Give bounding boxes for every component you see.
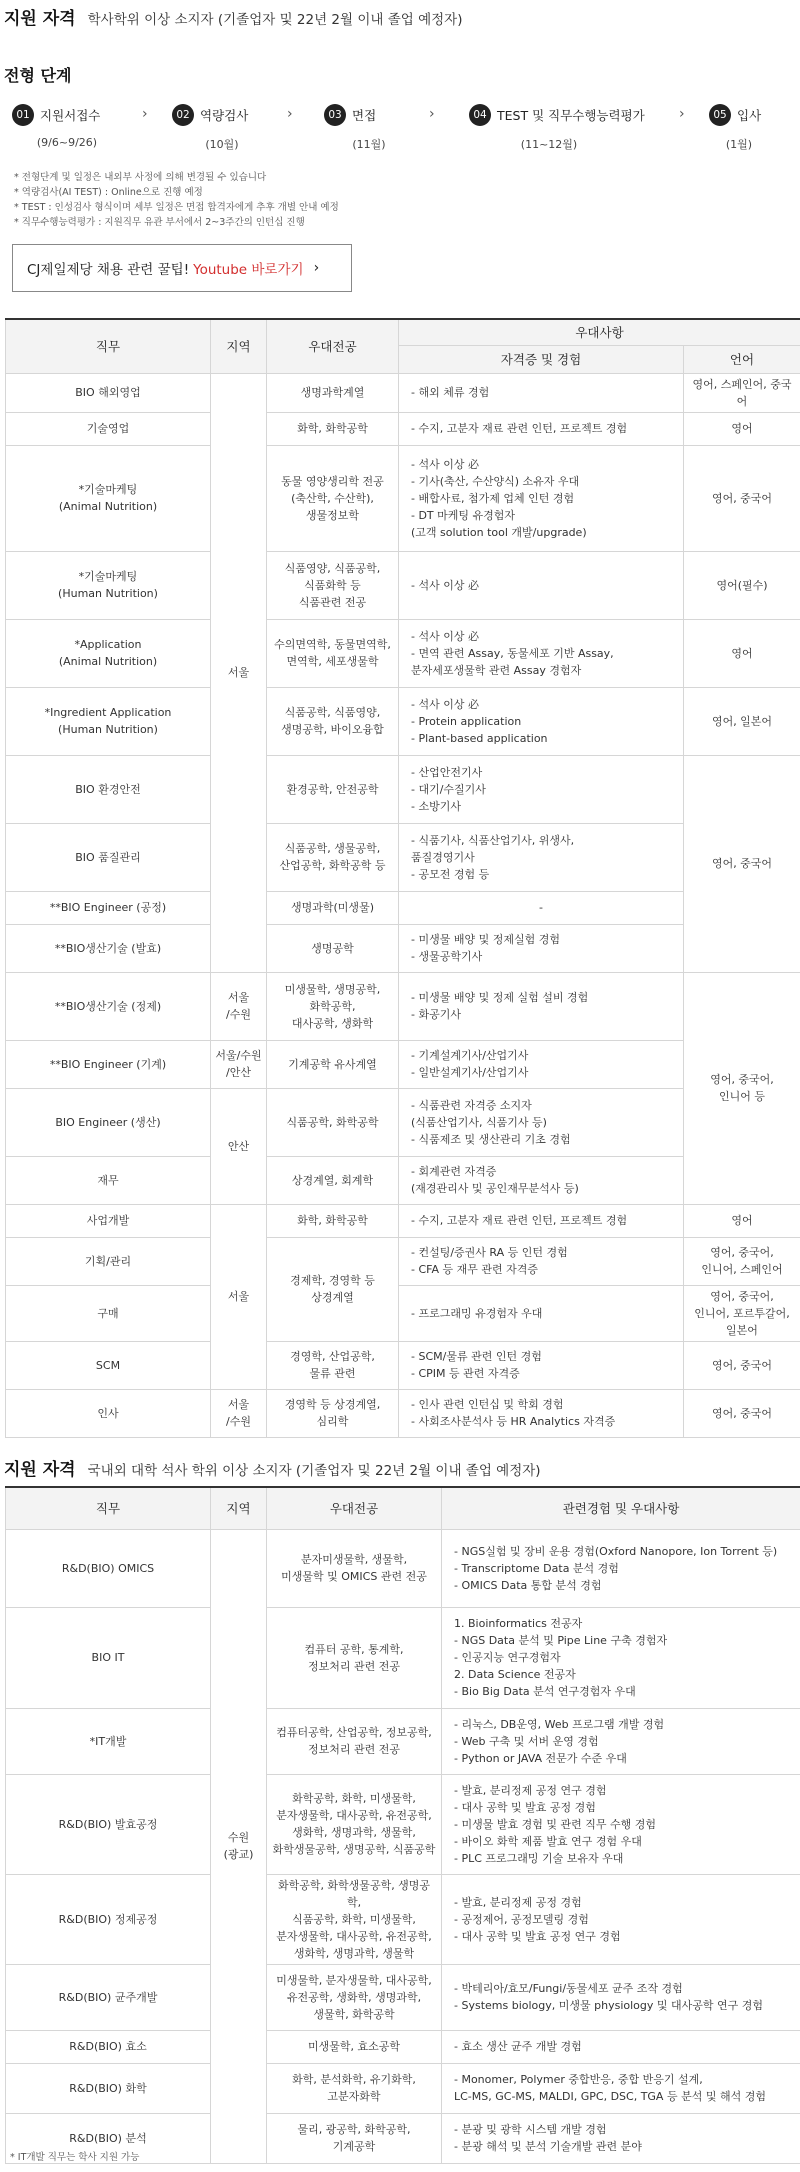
table-row (6, 619, 800, 687)
region-cell: 서울 /수원 (211, 972, 267, 1040)
process-title: 전형 단계 (0, 63, 800, 86)
youtube-link-text: Youtube 바로가기 (193, 258, 303, 278)
table-row (6, 551, 800, 619)
major-cell: 화학공학, 화학, 미생물학, 분자생물학, 대사공학, 유전공학, 생화학, 생명과학, 생물학, 화학생물공학, 생명공학, 식품공학 (267, 1774, 442, 1874)
header-region: 지역 (211, 1487, 267, 1529)
process-step-2 (172, 104, 324, 152)
job-cell: R&D(BIO) 효소 (6, 2030, 211, 2063)
cert-cell: - SCM/물류 관련 인턴 경험 - CPIM 등 관련 자격증 (399, 1341, 684, 1389)
major-cell: 식품공학, 식품영양, 생명공학, 바이오융합 (267, 687, 399, 755)
major-cell: 식품영양, 식품공학, 식품화학 등 식품관련 전공 (267, 551, 399, 619)
header-cert: 자격증 및 경험 (399, 345, 684, 373)
major-cell: 분자미생물학, 생물학, 미생물학 및 OMICS 관련 전공 (267, 1529, 442, 1607)
table-row (6, 924, 800, 972)
job-cell: **BIO Engineer (공정) (6, 891, 211, 924)
cert-cell: - 미생물 배양 및 정제 실험 설비 경험 - 화공기사 (399, 972, 684, 1040)
pref-cell: - 리눅스, DB운영, Web 프로그램 개발 경험 - Web 구축 및 서버 운영 경험 - Python or JAVA 전문가 수준 우대 (442, 1708, 800, 1774)
header-job: 직무 (6, 319, 211, 373)
section-2-subtitle: 국내외 대학 석사 학위 이상 소지자 (기졸업자 및 22년 2월 이내 졸업 예정자) (88, 1459, 541, 1479)
table-row (6, 412, 800, 445)
cert-cell: - 수지, 고분자 재료 관련 인턴, 프로젝트 경험 (399, 1204, 684, 1237)
pref-cell: - NGS실험 및 장비 운용 경험(Oxford Nanopore, Ion Torrent 등) - Transcriptome Data 분석 경험 - OMICS Data 통합 분석 경험 (442, 1529, 800, 1607)
job-cell: R&D(BIO) 화학 (6, 2063, 211, 2113)
step-number: 03 (324, 104, 346, 126)
major-cell: 생명공학 (267, 924, 399, 972)
table-row (6, 1874, 800, 1964)
major-cell: 생명과학계열 (267, 373, 399, 412)
header-major: 우대전공 (267, 319, 399, 373)
major-cell: 상경계열, 회계학 (267, 1156, 399, 1204)
step-period: (10월) (172, 136, 272, 152)
table-row (6, 2030, 800, 2063)
major-cell: 미생물학, 분자생물학, 대사공학, 유전공학, 생화학, 생명과학, 생물학, 화학공학 (267, 1964, 442, 2030)
step-label: 역량검사 (200, 108, 248, 123)
table-row (6, 1341, 800, 1389)
table-row (6, 1285, 800, 1341)
header-region: 지역 (211, 319, 267, 373)
table-row (6, 1774, 800, 1874)
cert-cell: - 회계관련 자격증 (재경관리사 및 공인재무분석사 등) (399, 1156, 684, 1204)
step-label: TEST 및 직무수행능력평가 (497, 108, 645, 123)
major-cell: 식품공학, 화학공학 (267, 1088, 399, 1156)
job-cell: *Application (Animal Nutrition) (6, 619, 211, 687)
job-cell: 재무 (6, 1156, 211, 1204)
step-period: (11월) (324, 136, 414, 152)
table-row (6, 687, 800, 755)
master-job-table (5, 1486, 800, 2164)
job-cell: R&D(BIO) 발효공정 (6, 1774, 211, 1874)
chevron-right-icon: › (287, 106, 293, 122)
cert-cell: - 컨설팅/증권사 RA 등 인턴 경험 - CFA 등 재무 관련 자격증 (399, 1237, 684, 1285)
cert-cell: - 미생물 배양 및 정제실험 경험 - 생물공학기사 (399, 924, 684, 972)
job-cell: 기술영업 (6, 412, 211, 445)
job-cell: **BIO생산기술 (발효) (6, 924, 211, 972)
job-cell: SCM (6, 1341, 211, 1389)
step-period: (9/6~9/26) (12, 136, 122, 149)
header-job: 직무 (6, 1487, 211, 1529)
job-cell: BIO IT (6, 1607, 211, 1708)
table-row (6, 823, 800, 891)
cert-cell: - 석사 이상 必 - 면역 관련 Assay, 동물세포 기반 Assay, 분자세포생물학 관련 Assay 경험자 (399, 619, 684, 687)
pref-cell: - 효소 생산 균주 개발 경험 (442, 2030, 800, 2063)
cert-cell: - 기계설계기사/산업기사 - 일반설계기사/산업기사 (399, 1040, 684, 1088)
step-period: (11~12월) (469, 136, 629, 152)
major-cell: 식품공학, 생물공학, 산업공학, 화학공학 등 (267, 823, 399, 891)
process-notes (0, 170, 800, 230)
table-row (6, 1088, 800, 1156)
pref-cell: 1. Bioinformatics 전공자 - NGS Data 분석 및 Pipe Line 구축 경험자 - 인공지능 연구경험자 2. Data Science 전공자 - Bio Big Data 분석 연구경험자 우대 (442, 1607, 800, 1708)
major-cell: 경영학 등 상경계열, 심리학 (267, 1389, 399, 1437)
step-label: 지원서접수 (40, 108, 100, 123)
region-cell: 안산 (211, 1088, 267, 1204)
job-cell: **BIO생산기술 (정제) (6, 972, 211, 1040)
table-row (6, 972, 800, 1040)
step-label: 면접 (352, 108, 376, 123)
lang-cell: 영어, 중국어, 인니어 등 (684, 972, 800, 1204)
job-cell: *기술마케팅 (Animal Nutrition) (6, 445, 211, 551)
pref-cell: - Monomer, Polymer 중합반응, 중합 반응기 설계, LC-MS, GC-MS, MALDI, GPC, DSC, TGA 등 분석 및 해석 경험 (442, 2063, 800, 2113)
major-cell: 화학, 화학공학 (267, 1204, 399, 1237)
process-note: * TEST : 인성검사 형식이며 세부 일정은 면접 합격자에게 추후 개별 안내 예정 (14, 200, 786, 215)
table-row (6, 1156, 800, 1204)
cert-cell: - 식품관련 자격증 소지자 (식품산업기사, 식품기사 등) - 식품제조 및 생산관리 기초 경험 (399, 1088, 684, 1156)
header-preference: 우대사항 (399, 319, 800, 345)
lang-cell: 영어(필수) (684, 551, 800, 619)
region-cell: 수원 (광교) (211, 1529, 267, 2163)
table-row (6, 1040, 800, 1088)
job-cell: BIO 환경안전 (6, 755, 211, 823)
process-step-4 (469, 104, 709, 152)
cert-cell: - 식품기사, 식품산업기사, 위생사, 품질경영기사 - 공모전 경험 등 (399, 823, 684, 891)
lang-cell: 영어, 중국어, 인니어, 스페인어 (684, 1237, 800, 1285)
footnote: * IT개발 직무는 학사 지원 가능 (10, 2149, 139, 2163)
lang-cell: 영어, 중국어 (684, 1341, 800, 1389)
step-number: 04 (469, 104, 491, 126)
major-cell: 수의면역학, 동물면역학, 면역학, 세포생물학 (267, 619, 399, 687)
pref-cell: - 발효, 분리정제 공정 경험 - 공정제어, 공정모델링 경험 - 대사 공학 및 발효 공정 연구 경험 (442, 1874, 800, 1964)
job-cell: **BIO Engineer (기계) (6, 1040, 211, 1088)
region-cell: 서울/수원 /안산 (211, 1040, 267, 1088)
major-cell: 화학, 화학공학 (267, 412, 399, 445)
major-cell: 미생물학, 생명공학, 화학공학, 대사공학, 생화학 (267, 972, 399, 1040)
section-2-title: 지원 자격 (4, 1455, 76, 1480)
job-cell: 구매 (6, 1285, 211, 1341)
major-cell: 경제학, 경영학 등 상경계열 (267, 1237, 399, 1341)
lang-cell: 영어, 스페인어, 중국어 (684, 373, 800, 412)
job-cell: 인사 (6, 1389, 211, 1437)
section-1-subtitle: 학사학위 이상 소지자 (기졸업자 및 22년 2월 이내 졸업 예정자) (88, 8, 463, 28)
table-row (6, 1529, 800, 1607)
lang-cell: 영어 (684, 412, 800, 445)
major-cell: 컴퓨터 공학, 통계학, 정보처리 관련 전공 (267, 1607, 442, 1708)
table-row (6, 1237, 800, 1285)
job-cell: BIO 품질관리 (6, 823, 211, 891)
pref-cell: - 박테리아/효모/Fungi/동물세포 균주 조작 경험 - Systems biology, 미생물 physiology 및 대사공학 연구 경험 (442, 1964, 800, 2030)
process-note: * 직무수행능력평가 : 지원직무 유관 부서에서 2~3주간의 인턴십 진행 (14, 215, 786, 230)
process-steps (0, 104, 800, 152)
region-cell: 서울 (211, 373, 267, 972)
table-row (6, 1607, 800, 1708)
lang-cell: 영어, 중국어 (684, 445, 800, 551)
lang-cell: 영어 (684, 1204, 800, 1237)
section-1-heading (0, 2, 800, 31)
cert-cell: - 수지, 고분자 재료 관련 인턴, 프로젝트 경험 (399, 412, 684, 445)
chevron-right-icon: › (679, 106, 685, 122)
job-cell: 기획/관리 (6, 1237, 211, 1285)
table-row (6, 1204, 800, 1237)
lang-cell: 영어, 일본어 (684, 687, 800, 755)
job-cell: *기술마케팅 (Human Nutrition) (6, 551, 211, 619)
region-cell: 서울 /수원 (211, 1389, 267, 1437)
job-cell: *Ingredient Application (Human Nutrition) (6, 687, 211, 755)
major-cell: 화학공학, 화학생물공학, 생명공학, 식품공학, 화학, 미생물학, 분자생물학, 대사공학, 유전공학, 생화학, 생명과학, 생물학 (267, 1874, 442, 1964)
step-label: 입사 (737, 108, 761, 123)
table-row (6, 445, 800, 551)
major-cell: 경영학, 산업공학, 물류 관련 (267, 1341, 399, 1389)
cert-cell: - 해외 체류 경험 (399, 373, 684, 412)
cert-cell: - 프로그래밍 유경험자 우대 (399, 1285, 684, 1341)
major-cell: 미생물학, 효소공학 (267, 2030, 442, 2063)
cert-cell: - 산업안전기사 - 대기/수질기사 - 소방기사 (399, 755, 684, 823)
chevron-right-icon: › (429, 106, 435, 122)
major-cell: 컴퓨터공학, 산업공학, 정보공학, 정보처리 관련 전공 (267, 1708, 442, 1774)
header-preference: 관련경험 및 우대사항 (442, 1487, 800, 1529)
process-note: * 역량검사(AI TEST) : Online으로 진행 예정 (14, 185, 786, 200)
section-1-title: 지원 자격 (4, 4, 76, 29)
step-number: 02 (172, 104, 194, 126)
process-note: * 전형단계 및 일정은 내외부 사정에 의해 변경될 수 있습니다 (14, 170, 786, 185)
step-number: 01 (12, 104, 34, 126)
cert-cell: - (399, 891, 684, 924)
table-row (6, 373, 800, 412)
pref-cell: - 분광 및 광학 시스템 개발 경험 - 분광 해석 및 분석 기술개발 관련 분야 (442, 2113, 800, 2163)
major-cell: 화학, 분석화학, 유기화학, 고분자화학 (267, 2063, 442, 2113)
job-cell: R&D(BIO) 분석 (6, 2113, 211, 2163)
lang-cell: 영어, 중국어, 인니어, 포르투갈어, 일본어 (684, 1285, 800, 1341)
process-step-3 (324, 104, 469, 152)
lang-cell: 영어, 중국어 (684, 755, 800, 972)
job-cell: BIO Engineer (생산) (6, 1088, 211, 1156)
table-row (6, 755, 800, 823)
table-row (6, 1389, 800, 1437)
bachelor-job-table (5, 318, 800, 1438)
chevron-right-icon: › (142, 106, 148, 122)
major-cell: 동물 영양생리학 전공 (축산학, 수산학), 생물정보학 (267, 445, 399, 551)
step-period: (1월) (709, 136, 769, 152)
job-cell: R&D(BIO) 균주개발 (6, 1964, 211, 2030)
cert-cell: - 석사 이상 必 (399, 551, 684, 619)
major-cell: 환경공학, 안전공학 (267, 755, 399, 823)
youtube-link-prefix: CJ제일제당 채용 관련 꿀팁! (27, 258, 189, 278)
table-row (6, 1964, 800, 2030)
job-cell: R&D(BIO) OMICS (6, 1529, 211, 1607)
major-cell: 물리, 광공학, 화학공학, 기계공학 (267, 2113, 442, 2163)
pref-cell: - 발효, 분리정제 공정 연구 경험 - 대사 공학 및 발효 공정 경험 - 미생물 발효 경험 및 관련 직무 수행 경험 - 바이오 화학 제품 발효 연구 경험 우대 - PLC 프로그래밍 기술 보유자 우대 (442, 1774, 800, 1874)
youtube-link-button[interactable] (12, 244, 352, 292)
major-cell: 생명과학(미생물) (267, 891, 399, 924)
table-row (6, 2063, 800, 2113)
lang-cell: 영어 (684, 619, 800, 687)
header-major: 우대전공 (267, 1487, 442, 1529)
header-lang: 언어 (684, 345, 800, 373)
lang-cell: 영어, 중국어 (684, 1389, 800, 1437)
cert-cell: - 석사 이상 必 - Protein application - Plant-based application (399, 687, 684, 755)
step-number: 05 (709, 104, 731, 126)
table-row (6, 891, 800, 924)
job-cell: BIO 해외영업 (6, 373, 211, 412)
chevron-right-icon: › (314, 260, 320, 276)
cert-cell: - 석사 이상 必 - 기사(축산, 수산양식) 소유자 우대 - 배합사료, 첨가제 업체 인턴 경험 - DT 마케팅 유경험자 (고객 solution tool 개발/upgrade) (399, 445, 684, 551)
major-cell: 기계공학 유사계열 (267, 1040, 399, 1088)
region-cell: 서울 (211, 1204, 267, 1389)
section-2-heading (0, 1453, 545, 1482)
table-row (6, 1708, 800, 1774)
job-cell: *IT개발 (6, 1708, 211, 1774)
job-cell: 사업개발 (6, 1204, 211, 1237)
process-step-5 (709, 104, 769, 152)
cert-cell: - 인사 관련 인턴십 및 학회 경험 - 사회조사분석사 등 HR Analytics 자격증 (399, 1389, 684, 1437)
process-step-1 (12, 104, 172, 152)
job-cell: R&D(BIO) 정제공정 (6, 1874, 211, 1964)
